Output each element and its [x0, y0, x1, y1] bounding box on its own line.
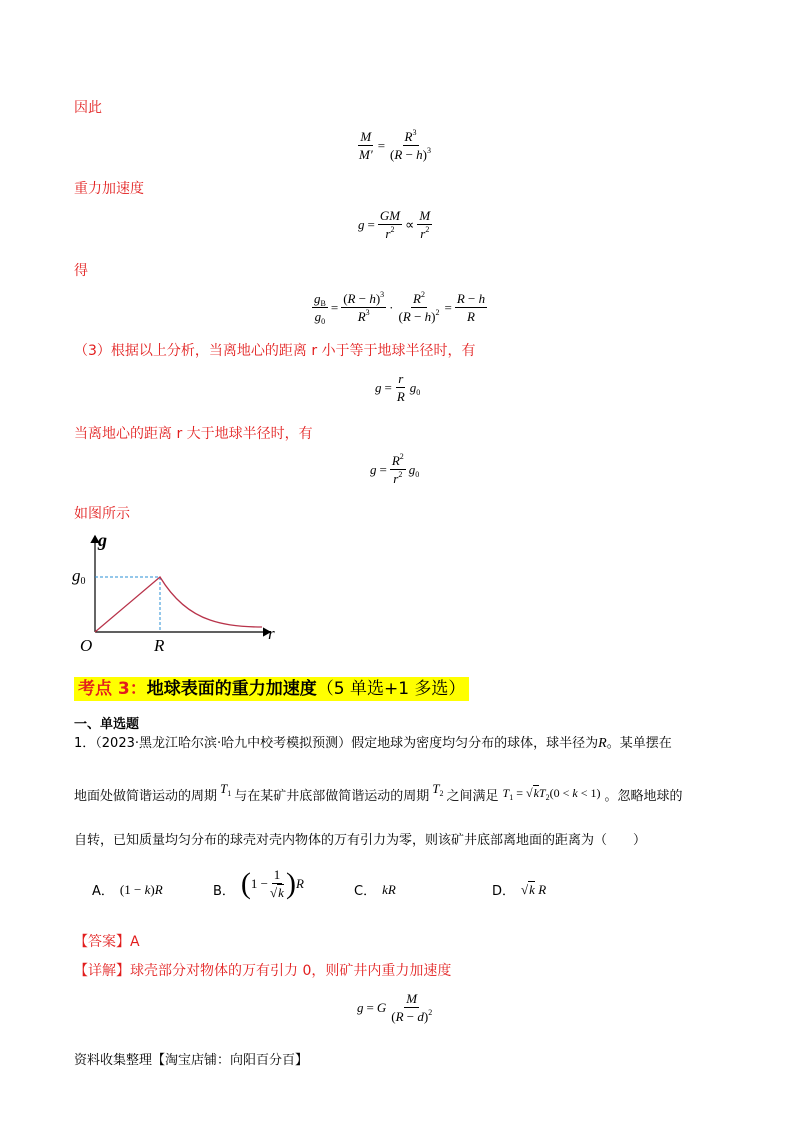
- equation-period-relation: $T_1 = √kT_2(0 < k < 1)$: [502, 786, 601, 802]
- option-D-expression: √k R: [521, 881, 547, 897]
- y-axis-label: g: [98, 530, 107, 550]
- question-number: 1．: [74, 736, 96, 751]
- symbol-R: R: [598, 736, 607, 751]
- question-line-2: 地面处做简谐运动的周期 $T_1$ 与在某矿井底部做简谐运动的周期 $T_2$ 之间满足 $T_1 = √kT_2(0 < k < 1)$ 。忽略地球的: [74, 781, 683, 804]
- text-therefore: 因此: [74, 100, 102, 116]
- g-curve: [95, 577, 262, 632]
- answer-value: A: [130, 934, 140, 950]
- subheading-single-choice: 一、单选题: [74, 717, 140, 732]
- symbol-T1: $T_1$: [220, 781, 232, 798]
- g-versus-r-graph: [70, 532, 285, 657]
- detail-label: 【详解】: [74, 963, 130, 979]
- footer-text: 资料收集整理【淘宝店铺：向阳百分百】: [74, 1053, 309, 1068]
- g0-tick-label: $g_0$: [72, 566, 86, 587]
- answer-label: 【答案】: [74, 934, 130, 950]
- R-tick-label: R: [154, 636, 165, 655]
- question-line-1: 1．（2023·黑龙江哈尔滨·哈九中校考模拟预测）假定地球为密度均匀分布的球体，球半径为R。某单摆在: [74, 736, 672, 751]
- equation-g-definition: g = $\frac{GM}{r^2}$ ∝ $\frac{M}{r^2}$: [358, 208, 431, 241]
- equation-g-ratio: $\frac{g_B}{g_0}$ = $\frac{(R - h)^3}{R^3}$ · $\frac{R^2}{(R - h)^2}$ = $\frac{R - h}{R}$: [314, 290, 486, 326]
- symbol-T2: $T_2$: [432, 781, 444, 798]
- text-gravity-acceleration: 重力加速度: [74, 181, 144, 197]
- text-analysis-inside: （3）根据以上分析，当离地心的距离 r 小于等于地球半径时，有: [74, 343, 476, 359]
- banner-prefix: 考点 3：: [78, 679, 147, 699]
- option-D[interactable]: D． √k R: [492, 881, 547, 899]
- option-C-expression: kR: [382, 881, 396, 897]
- origin-label: O: [80, 636, 93, 655]
- option-B[interactable]: B． ( 1 − $\frac{1}{√k}$ ) R: [213, 866, 304, 900]
- detail-line: [74, 962, 451, 980]
- option-B-expression: ( 1 − $\frac{1}{√k}$ ) R: [240, 866, 304, 900]
- x-axis-label: r: [268, 624, 275, 643]
- section-banner: [74, 677, 469, 701]
- text-yields: 得: [74, 263, 88, 279]
- text-as-shown: 如图所示: [74, 506, 130, 522]
- question-intro: （2023·黑龙江哈尔滨·哈九中校考模拟预测）假定地球为密度均匀分布的球体，球半径为: [95, 736, 599, 751]
- option-A[interactable]: A． (1 − k)R: [92, 881, 163, 899]
- banner-note: （5 单选+1 多选）: [316, 679, 466, 699]
- equation-g-outside: g = $\frac{R^2}{r^2}$ $g_0$: [370, 452, 420, 486]
- option-C[interactable]: C． kR: [354, 881, 396, 899]
- equation-mass-ratio: $\frac{M}{M'}$ = $\frac{R^3}{(R - h)^3}$: [359, 128, 432, 162]
- text-analysis-outside: 当离地心的距离 r 大于地球半径时，有: [74, 426, 313, 442]
- option-A-expression: (1 − k)R: [119, 881, 163, 897]
- banner-title: 地球表面的重力加速度: [146, 679, 317, 699]
- equation-g-inside: g = $\frac{r}{R}$ $g_0$: [375, 371, 421, 404]
- answer-line: [74, 933, 140, 951]
- question-line-3: 自转，已知质量均匀分布的球壳对壳内物体的万有引力为零，则该矿井底部离地面的距离为（ ）: [74, 833, 647, 848]
- equation-g-in-mine: g = G $\frac{M}{(R - d)^2}$: [357, 991, 433, 1024]
- detail-text: 球壳部分对物体的万有引力 0，则矿井内重力加速度: [130, 963, 452, 979]
